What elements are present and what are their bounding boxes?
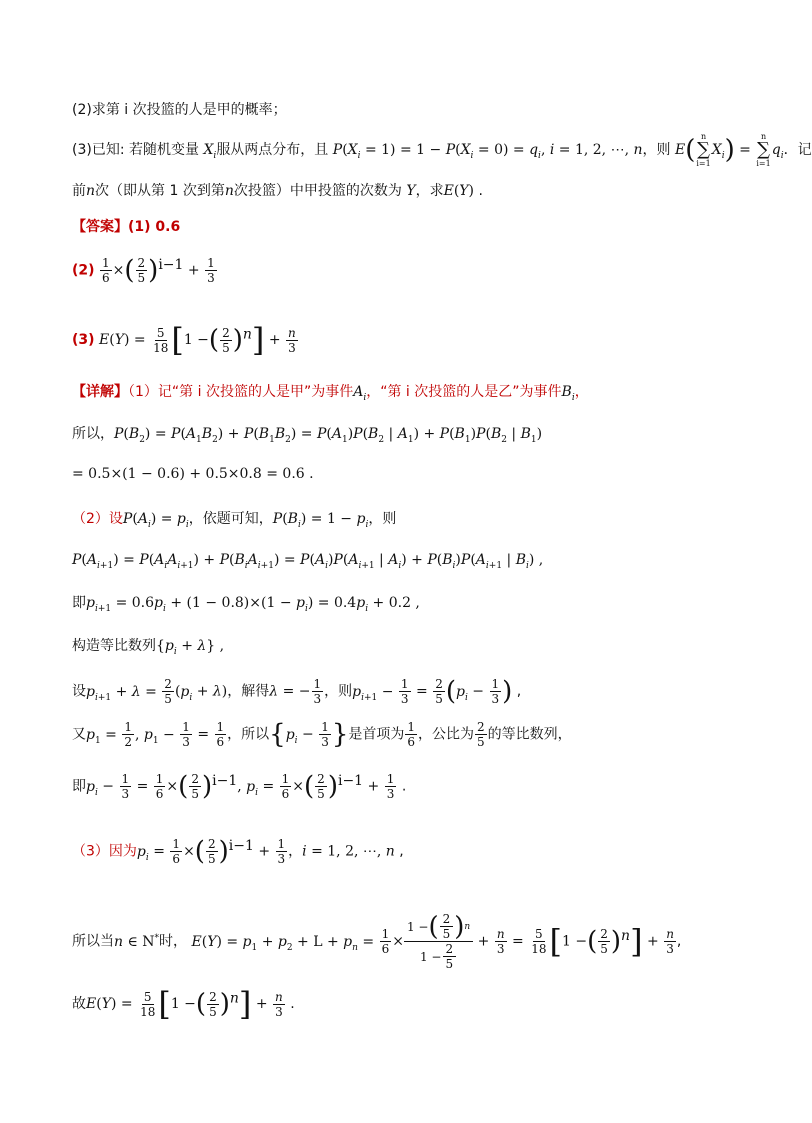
part2-line6-e: 的等比数列， — [487, 726, 572, 743]
answer-line-3: (3) E(Y) = $\frac{5}{18}$ [1 −( $\frac{2}{5}$ )$^n$] + $\frac{n}{3}$ — [72, 321, 296, 359]
detail-part3-line3: 故E(Y) = $\frac{5}{18}$ [1 −( $\frac{2}{5}$ )$^n$] + $\frac{n}{3}$ . — [72, 985, 295, 1023]
question-3-line1 — [72, 132, 812, 168]
question-2-text: (2)求第 i 次投篮的人是甲的概率； — [72, 102, 287, 118]
part2-line3-prefix: 即 — [72, 595, 86, 611]
detail-part2-line1: （2）设$P(A_i) = p_i$，依题可知，$P(B_i) = 1 - p_i$，则 — [72, 511, 397, 530]
part2-line6-b: ，所以 — [227, 726, 270, 743]
answer-line-2: (2) $\frac{1}{6}$ ×( $\frac{2}{5}$ )$^{i-1}$ + $\frac{1}{3}$ — [72, 255, 215, 286]
detail-line-3 — [72, 464, 314, 484]
q3-text-c: ，则 — [642, 142, 671, 158]
detail-2-prefix: 所以， — [72, 426, 114, 442]
part2-line5-b: ，解得 — [227, 683, 270, 700]
detail-part2-line4: 构造等比数列$\{p_i + \lambda\}$ , — [72, 638, 225, 657]
detail-part2-line3: 即$p_{i+1} = 0.6p_i + (1 - 0.8)\times(1 - p_i) = 0.4p_i + 0.2$ , — [72, 595, 420, 614]
q3-line2-a: 前 — [72, 183, 86, 199]
detail-part2-line2: $P(A_{i+1}) = P(A_iA_{i+1}) + P(B_iA_{i+1}) = P(A_i)P(A_{i+1}$ | $A_i) + P(B_i)P(A_{i+1}$ | $B_i$) , — [72, 552, 544, 571]
part2-line5-c: ，则 — [324, 683, 353, 700]
detail-part2-line7: 即$p_i$ − $\frac{1}{3}$ = $\frac{1}{6}$ ×( $\frac{2}{5}$ )$^{i-1}$, $p_i$ = $\frac{1}{6}$ ×( $\frac{2}{5}$ )$^{i-1}$ + $\frac{1}{3}$ . — [72, 771, 407, 802]
detail-part2-line6: 又$p_1$ = $\frac{1}{2}$ , $p_1$ − $\frac{1}{3}$ = $\frac{1}{6}$ ，所以{$p_i$ − $\frac{1}{3}$ }是首项为 $\frac{1}{6}$ ，公比为 $\frac{2}{5}$ 的等比数列， — [72, 719, 572, 750]
answer-line-1 — [72, 217, 180, 237]
part2-line4-text: 构造等比数列 — [72, 638, 156, 654]
answer-3-prefix: (3) — [72, 332, 95, 348]
q3-line2-c: 次投篮）中甲投篮的次数为 — [233, 183, 402, 199]
detail-line-2: 所以，$P(B_2) = P(A_1B_2) + P(B_1B_2) = P(A_1)P(B_2$ | $A_1) + P(B_1)P(B_2$ | $B_1$) — [72, 426, 543, 445]
detail-1a: （1）记“第 i 次投篮的人是甲”为事件 — [128, 384, 354, 400]
part2-line6-d: ，公比为 — [418, 726, 475, 743]
answer-label: 【答案】 — [72, 219, 128, 235]
detail-part3-line2: 所以当n ∈ N*时， $E(Y) = p_1 + p_2 + L + p_n$ = $\frac{1}{6}$ × 1 − ( $\frac{2}{5}$ ) n 1 − $\frac{2}{5}$ + $\frac{n}{3}$ = $\frac{5}{18}$ [1 −( $\frac{2}{5}$ )$^n$] + $\frac{n}{3}$ , — [72, 911, 682, 971]
part2-a: （2）设 — [72, 511, 123, 527]
part3-line3-prefix: 故 — [72, 996, 86, 1012]
math-two-point: $P(X_i = 1) = 1 - P(X_i = 0) = q_i$, i = 1, 2, ⋯, n — [332, 142, 643, 161]
detail-part3-line1: （3）因为$p_i$ = $\frac{1}{6}$ ×( $\frac{2}{5}$ )$^{i-1}$ + $\frac{1}{3}$ ，i = 1, 2, ⋯, n , — [72, 836, 404, 867]
question-2 — [72, 100, 287, 120]
part2-line5-a: 设 — [72, 683, 86, 700]
detail-line-1: 【详解】（1）记“第 i 次投篮的人是甲”为事件$A_i$，“第 i 次投篮的人是乙”为事件$B_i$， — [72, 384, 589, 403]
q3-text-a: (3)已知: 若随机变量 — [72, 142, 199, 158]
math-Xi: $X_i$ — [203, 142, 217, 161]
part3-line2-a: 所以当 — [72, 933, 114, 950]
detail-1b: ，“第 i 次投篮的人是乙”为事件 — [366, 384, 562, 400]
detail-label: 【详解】 — [72, 384, 128, 400]
q3-text-b: 服从两点分布，且 — [216, 142, 329, 158]
detail-1c: ， — [574, 384, 589, 400]
detail-3: = 0.5×(1 − 0.6) + 0.5×0.8 = 0.6 . — [72, 466, 314, 482]
part2-c: ，则 — [368, 511, 397, 527]
part2-line6-c: 是首项为 — [348, 726, 405, 743]
q3-text-d: ．记 — [783, 142, 812, 158]
question-3-line2: 前n次（即从第 1 次到第n次投篮）中甲投篮的次数为 Y，求E(Y) . — [72, 183, 483, 199]
math-expectation-sum: E( n ∑ i=1 $X_i$) = n ∑ i=1 $q_i$ — [674, 132, 784, 168]
part3-line1-a: （3）因为 — [72, 843, 137, 860]
q3-line2-b: 次（即从第 1 次到第 — [95, 183, 225, 199]
part3-line2-b: 时， — [159, 933, 188, 950]
part2-line7-prefix: 即 — [72, 778, 86, 795]
part2-b: ，依题可知， — [188, 511, 273, 527]
q3-line2-d: ，求 — [415, 183, 444, 199]
part2-line6-a: 又 — [72, 726, 86, 743]
detail-part2-line5: 设$p_{i+1} + \lambda$ = $\frac{2}{5}$ $(p_i + \lambda)$，解得λ = − $\frac{1}{3}$ ，则$p_{i+1}$ − $\frac{1}{3}$ = $\frac{2}{5}$ ($p_i$ − $\frac{1}{3}$ ) , — [72, 676, 522, 707]
answer-2-prefix: (2) — [72, 262, 95, 279]
answer-1: (1) 0.6 — [128, 219, 181, 235]
